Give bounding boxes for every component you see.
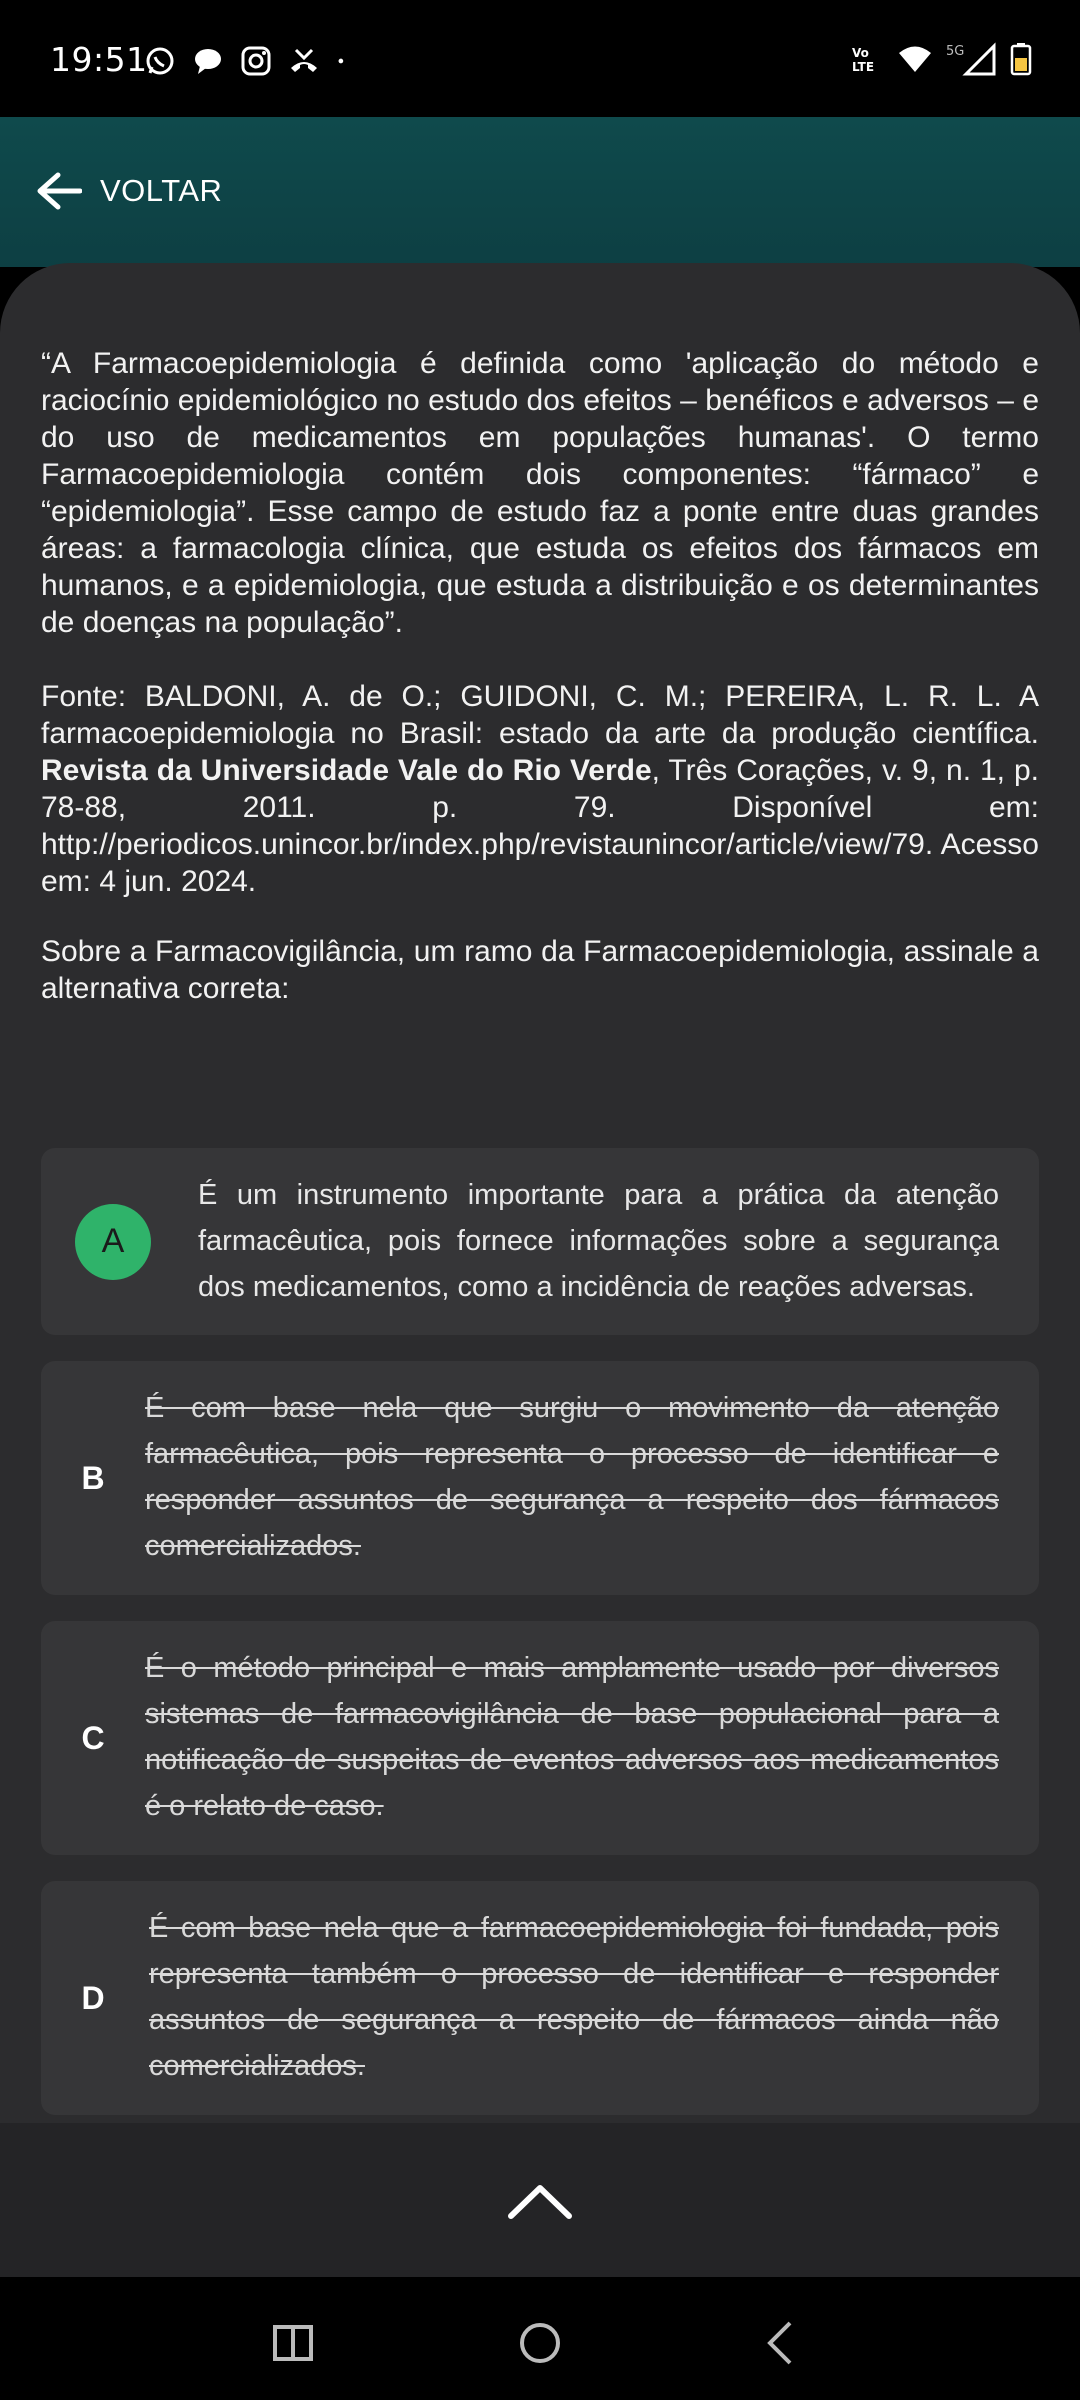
volte-icon [850, 42, 884, 76]
option-text: É um instrumento importante para a prática da atenção farmacêutica, pois fornece informações sobre a segurança dos medicamentos, como a incidência de reações adversas. [198, 1179, 999, 1303]
option-d[interactable] [41, 1881, 1039, 2115]
option-c[interactable] [41, 1621, 1039, 1855]
home-icon[interactable] [510, 2313, 570, 2373]
back-icon[interactable] [752, 2313, 812, 2373]
signal-5g-icon [946, 42, 996, 76]
app-header [0, 117, 1080, 267]
status-time: 19:51 [50, 40, 148, 79]
option-text: É com base nela que surgiu o movimento da atenção farmacêutica, pois representa o processo de identificar e responder assuntos de segurança a respeito dos fármacos comercializados. [145, 1392, 999, 1562]
status-bar [0, 0, 1080, 117]
system-nav-bar [0, 2277, 1080, 2400]
svg-text:LTE: LTE [852, 60, 875, 74]
recents-icon[interactable] [265, 2313, 325, 2373]
svg-text:Vo: Vo [852, 46, 869, 60]
question-card [0, 263, 1080, 2123]
bottom-toolbar [0, 2123, 1080, 2277]
notification-icons [143, 44, 355, 78]
question-passage: “A Farmacoepidemiologia é definida como 'aplicação do método e raciocínio epidemiológico no estudo dos efeitos – benéficos e adversos – e do uso de medicamentos em populações humanas'. O termo Farmacoepidemiologia contém dois componentes: “fármaco” e “epidemiologia”. Esse campo de estudo faz a ponte entre duas grandes áreas: a farmacologia clínica, que estuda os efeitos dos fármacos em humanos, e a epidemiologia, que estuda a distribuição e os determinantes de doenças na população”. [41, 347, 1039, 639]
selected-letter-badge: A [75, 1204, 151, 1280]
option-text: É o método principal e mais amplamente usado por diversos sistemas de farmacovigilância de base populacional para a notificação de suspeitas de eventos adversos aos medicamentos é o relato de caso. [145, 1652, 999, 1822]
question-prompt: Sobre a Farmacovigilância, um ramo da Farmacoepidemiologia, assinale a alternativa correta: [41, 935, 1039, 1005]
option-b[interactable] [41, 1361, 1039, 1595]
chevron-up-icon[interactable] [505, 2178, 575, 2222]
option-text: É com base nela que a farmacoepidemiologia foi fundada, pois representa também o processo de identificar e responder assuntos de segurança a respeito de fármacos ainda não comercializados. [149, 1912, 999, 2082]
arrow-left-icon [36, 171, 82, 211]
back-button[interactable] [36, 161, 222, 221]
option-letter: C [81, 1719, 105, 1756]
wifi-icon [898, 42, 932, 76]
svg-text:5G: 5G [946, 44, 965, 59]
source-journal: Revista da Universidade Vale do Rio Verde [41, 754, 652, 787]
whatsapp-icon [143, 44, 177, 78]
missed-call-icon [287, 44, 321, 78]
option-letter: D [81, 1979, 105, 2016]
chat-icon [191, 44, 225, 78]
back-label: VOLTAR [100, 173, 223, 208]
battery-icon [1010, 42, 1032, 76]
system-icons [850, 42, 1032, 76]
dot-icon [335, 44, 355, 78]
source-prefix: Fonte: BALDONI, A. de O.; GUIDONI, C. M.; PEREIRA, L. R. L. A farmacoepidemiologia no Brasil: estado da arte da produção científica. [41, 680, 1039, 750]
instagram-icon [239, 44, 273, 78]
option-letter: B [81, 1459, 105, 1496]
option-a[interactable] [41, 1148, 1039, 1335]
source-suffix: , Três Corações, v. 9, n. 1, p. 78-88, 2011. p. 79. Disponível em: http://periodicos.unincor.br/index.php/revistaunincor/article/view/79. Acesso em: 4 jun. 2024. [41, 754, 1039, 898]
option-letter-wrap [41, 1148, 185, 1335]
source-citation [41, 678, 1039, 900]
